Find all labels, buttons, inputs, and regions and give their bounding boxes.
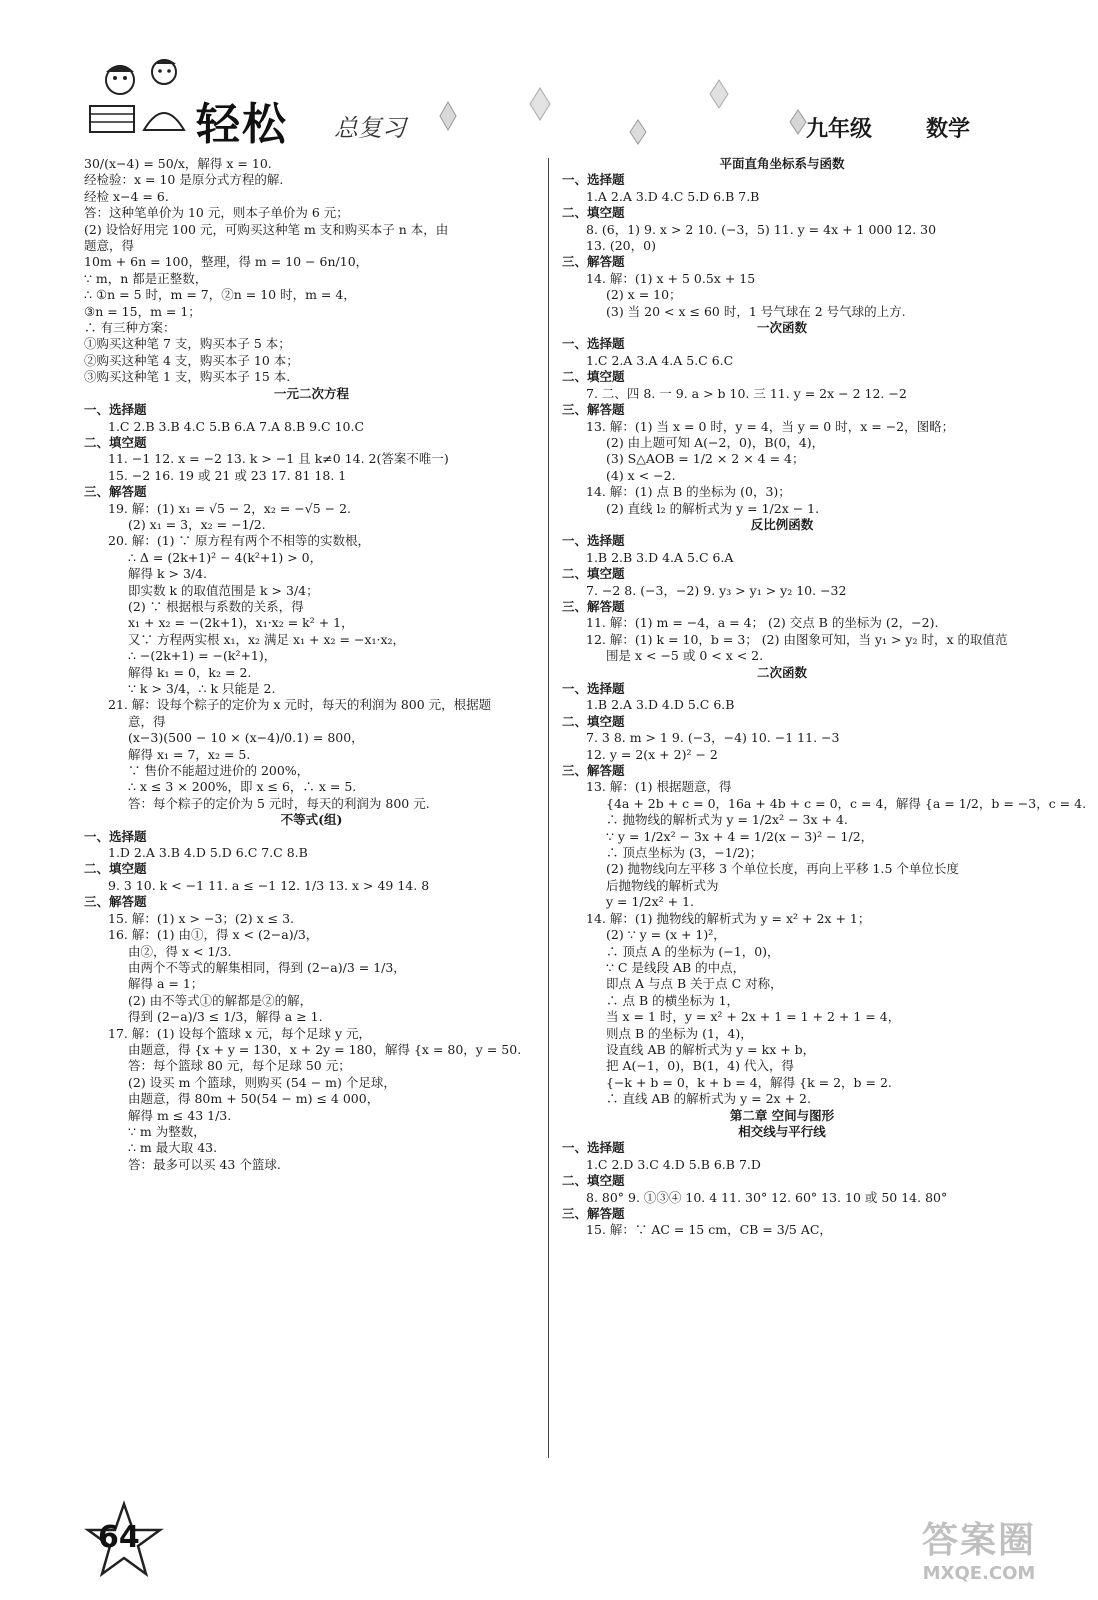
text-line: (2) x₁ = 3，x₂ = −1/2.: [128, 516, 266, 532]
watermark-title: 答案圈: [921, 1520, 1036, 1561]
text-line: x₁ + x₂ = −(2k+1)，x₁·x₂ = k² + 1，: [128, 615, 354, 631]
cartoon-children-icon: [84, 50, 194, 140]
text-line: (2) 由不等式①的解都是②的解，: [128, 992, 313, 1008]
text-line: ∴ ①n = 5 时，m = 7，②n = 10 时，m = 4，: [84, 287, 356, 303]
text-line: (3) 当 20 < x ≤ 60 时，1 号气球在 2 号气球的上方.: [606, 303, 906, 319]
text-line: ∴ 顶点坐标为 (3，−1/2)；: [606, 845, 763, 861]
text-line: ∴ Δ = (2k+1)² − 4(k²+1) > 0，: [128, 549, 323, 565]
text-line: 17. 解：(1) 设每个篮球 x 元，每个足球 y 元，: [108, 1025, 372, 1041]
answer-line: 1.B 2.A 3.D 4.D 5.C 6.B: [586, 697, 735, 713]
text-line: (4) x < −2.: [606, 467, 676, 483]
text-line: 21. 解：设每个粽子的定价为 x 元时，每天的利润为 800 元，根据题: [108, 697, 492, 713]
text-line: 13. 解：(1) 当 x = 0 时，y = 4，当 y = 0 时，x = −2，图略；: [586, 418, 955, 434]
text-line: 把 A(−1，0)，B(1，4) 代入，得: [606, 1058, 794, 1074]
text-line: 则点 B 的坐标为 (1，4)，: [606, 1025, 753, 1041]
text-line: 12. 解：(1) k = 10，b = 3； (2) 由图象可知，当 y₁ > y₂ 时，x 的取值范: [586, 631, 1008, 647]
answer-line: 8. (6，1) 9. x > 2 10. (−3，5) 11. y = 4x + 1 000 12. 30: [586, 221, 937, 237]
text-line: ∴ x ≤ 3 × 200%，即 x ≤ 6，∴ x = 5.: [128, 779, 357, 795]
subject-label: 数学: [926, 117, 971, 142]
text-line: (x−3)(500 − 10 × (x−4)/0.1) = 800，: [128, 730, 364, 746]
answer-line: 1.B 2.B 3.D 4.A 5.C 6.A: [586, 549, 734, 565]
subsection-heading: 一、选择题: [562, 533, 625, 549]
text-line: ∴ 直线 AB 的解析式为 y = 2x + 2.: [606, 1091, 811, 1107]
answer-line: 13. (20，0): [586, 238, 656, 254]
text-line: 得到 (2−a)/3 ≤ 1/3，解得 a ≥ 1.: [128, 1009, 323, 1025]
text-line: y = 1/2x² + 1.: [606, 894, 695, 910]
subsection-heading: 三、解答题: [562, 1206, 625, 1221]
text-line: ∵ 售价不能超过进价的 200%，: [128, 763, 310, 779]
subsection-heading: 二、填空题: [562, 566, 625, 582]
text-line: {4a + 2b + c = 0，16a + 4b + c = 0，c = 4，解得 {a = 1/2，b = −3，c = 4.: [606, 795, 1087, 811]
answer-line: 12. y = 2(x + 2)² − 2: [586, 746, 718, 762]
text-line: 解得 m ≤ 43 1/3.: [128, 1107, 232, 1123]
text-line: ②购买这种笔 4 支，购买本子 10 本；: [84, 352, 299, 368]
brand-logo: 轻松: [196, 99, 288, 150]
watermark: [904, 1512, 1054, 1592]
text-line: 经检验：x = 10 是原分式方程的解.: [84, 172, 284, 188]
subsection-heading: 二、填空题: [562, 713, 625, 729]
answer-line: 1.C 2.A 3.A 4.A 5.C 6.C: [586, 352, 734, 368]
page-header: [0, 0, 1098, 150]
text-line: 解得 k > 3/4.: [128, 566, 208, 582]
text-line: 围是 x < −5 或 0 < x < 2.: [606, 648, 764, 664]
brand-subtitle: 总复习: [334, 114, 406, 142]
answer-line: 1.C 2.D 3.C 4.D 5.B 6.B 7.D: [586, 1156, 761, 1172]
text-line: 13. 解：(1) 根据题意，得: [586, 779, 732, 795]
text-line: 答：每个粽子的定价为 5 元时，每天的利润为 800 元.: [128, 795, 430, 811]
text-line: 由题意，得 {x + y = 130，x + 2y = 180，解得 {x = 80，y = 50.: [128, 1041, 522, 1057]
section-title: 相交线与平行线: [738, 1123, 826, 1139]
answer-line: 11. −1 12. x = −2 13. k > −1 且 k≠0 14. 2(答案不唯一): [108, 451, 449, 467]
text-line: 20. 解：(1) ∵ 原方程有两个不相等的实数根，: [108, 533, 371, 549]
subsection-heading: 三、解答题: [562, 402, 625, 418]
text-line: 解得 x₁ = 7，x₂ = 5.: [128, 746, 251, 762]
text-line: ∴ −(2k+1) = −(k²+1)，: [128, 648, 277, 664]
subsection-heading: 三、解答题: [84, 484, 147, 500]
text-line: 由两个不等式的解集相同，得到 (2−a)/3 = 1/3，: [128, 959, 406, 975]
answer-line: 9. 3 10. k < −1 11. a ≤ −1 12. 1/3 13. x > 49 14. 8: [108, 877, 430, 893]
answer-line: 1.C 2.B 3.B 4.C 5.B 6.A 7.A 8.B 9.C 10.C: [108, 418, 365, 434]
text-line: 14. 解：(1) x + 5 0.5x + 15: [586, 270, 756, 286]
text-line: 由②，得 x < 1/3.: [128, 943, 232, 959]
text-line: 意，得: [128, 713, 166, 729]
subsection-heading: 三、解答题: [562, 254, 625, 270]
text-line: ∵ y = 1/2x² − 3x + 4 = 1/2(x − 3)² − 1/2，: [606, 828, 874, 844]
text-line: ∵ k > 3/4，∴ k 只能是 2.: [128, 681, 276, 696]
text-line: 题意，得: [84, 238, 135, 254]
text-line: ∴ 抛物线的解析式为 y = 1/2x² − 3x + 4.: [606, 812, 848, 828]
text-line: (2) ∵ 根据根与系数的关系，得: [128, 598, 304, 614]
section-title: 一元二次方程: [273, 385, 349, 401]
subsection-heading: 一、选择题: [562, 336, 625, 352]
text-line: 当 x = 1 时，y = x² + 2x + 1 = 1 + 2 + 1 = 4，: [606, 1009, 901, 1025]
grade-label: 九年级: [806, 117, 873, 142]
subsection-heading: 二、填空题: [84, 861, 147, 877]
text-line: ③购买这种笔 1 支，购买本子 15 本.: [84, 369, 291, 385]
text-line: 后抛物线的解析式为: [606, 877, 719, 893]
text-line: 答：最多可以买 43 个篮球.: [128, 1156, 281, 1172]
text-line: 11. 解：(1) m = −4，a = 4； (2) 交点 B 的坐标为 (2，−2).: [586, 615, 939, 631]
text-line: ③n = 15，m = 1；: [84, 303, 201, 319]
right-column: [562, 156, 1087, 1239]
text-line: (3) S△AOB = 1/2 × 2 × 4 = 4；: [606, 451, 805, 467]
answer-line: 7. 二、四 8. 一 9. a > b 10. 三 11. y = 2x − 2 12. −2: [586, 385, 907, 401]
text-line: 即点 A 与点 B 关于点 C 对称，: [606, 976, 783, 992]
answer-line: 1.D 2.A 3.B 4.D 5.D 6.C 7.C 8.B: [108, 845, 308, 861]
page-number: 64: [98, 1520, 140, 1555]
chapter-title: 第二章 空间与图形: [729, 1107, 835, 1123]
watermark-url: MXQE.COM: [922, 1563, 1036, 1584]
section-title: 平面直角坐标系与函数: [719, 156, 845, 171]
text-line: 解得 a = 1；: [128, 976, 204, 992]
subsection-heading: 二、填空题: [562, 205, 625, 221]
subsection-heading: 一、选择题: [84, 828, 147, 844]
text-line: ∵ m，n 都是正整数，: [84, 270, 208, 286]
text-line: 解得 k₁ = 0，k₂ = 2.: [128, 664, 252, 680]
subsection-heading: 三、解答题: [84, 894, 147, 910]
text-line: 10m + 6n = 100，整理，得 m = 10 − 6n/10，: [84, 254, 369, 270]
subsection-heading: 二、填空题: [84, 434, 147, 450]
answer-line: 7. 3 8. m > 1 9. (−3，−4) 10. −1 11. −3: [586, 730, 840, 746]
text-line: (2) x = 10；: [606, 287, 682, 303]
text-line: ∵ C 是线段 AB 的中点，: [606, 959, 746, 975]
text-line: (2) 由上题可知 A(−2，0)，B(0，4)，: [606, 434, 825, 450]
text-line: 15. 解：(1) x > −3；(2) x ≤ 3.: [108, 910, 295, 926]
left-column: [84, 156, 539, 1173]
answer-line: 8. 80° 9. ①③④ 10. 4 11. 30° 12. 60° 13. 10 或 50 14. 80°: [586, 1189, 948, 1205]
text-line: (2) 抛物线向左平移 3 个单位长度，再向上平移 1.5 个单位长度: [606, 861, 959, 877]
text-line: (2) ∵ y = (x + 1)²，: [606, 927, 726, 943]
text-line: ∴ 有三种方案：: [84, 320, 176, 336]
subsection-heading: 一、选择题: [562, 681, 625, 696]
text-line: 经检 x−4 = 6.: [84, 188, 169, 204]
text-line: 答：这种笔单价为 10 元，则本子单价为 6 元；: [84, 205, 349, 221]
text-line: 14. 解：(1) 抛物线的解析式为 y = x² + 2x + 1；: [586, 910, 871, 926]
section-title: 反比例函数: [750, 516, 814, 532]
section-title: 一次函数: [756, 320, 807, 336]
answer-line: 7. −2 8. (−3，−2) 9. y₃ > y₁ > y₂ 10. −32: [586, 582, 847, 598]
text-line: (2) 设恰好用完 100 元，可购买这种笔 m 支和购买本子 n 本，由: [84, 221, 449, 237]
subsection-heading: 三、解答题: [562, 763, 625, 779]
text-line: 14. 解：(1) 点 B 的坐标为 (0，3)；: [586, 484, 791, 500]
text-line: 又∵ 方程两实根 x₁，x₂ 满足 x₁ + x₂ = −x₁·x₂，: [128, 631, 406, 647]
subsection-heading: 二、填空题: [562, 369, 625, 385]
text-line: ∴ 顶点 A 的坐标为 (−1，0)，: [606, 943, 780, 959]
text-line: 19. 解：(1) x₁ = √5 − 2，x₂ = −√5 − 2.: [108, 500, 352, 516]
text-line: 答：每个篮球 80 元，每个足球 50 元；: [128, 1058, 351, 1074]
text-line: 15. 解：∵ AC = 15 cm，CB = 3/5 AC，: [586, 1222, 832, 1238]
section-title: 二次函数: [756, 664, 807, 680]
text-line: ①购买这种笔 7 支，购买本子 5 本；: [84, 336, 291, 352]
text-line: ∴ 点 B 的横坐标为 1，: [606, 992, 740, 1008]
subsection-heading: 三、解答题: [562, 598, 625, 614]
text-line: {−k + b = 0，k + b = 4，解得 {k = 2，b = 2.: [606, 1074, 892, 1090]
text-line: 由题意，得 80m + 50(54 − m) ≤ 4 000，: [128, 1091, 380, 1107]
column-divider: [548, 158, 549, 1458]
subsection-heading: 二、填空题: [562, 1173, 625, 1189]
text-line: 即实数 k 的取值范围是 k > 3/4；: [128, 582, 319, 598]
subsection-heading: 一、选择题: [84, 402, 147, 418]
text-line: 设直线 AB 的解析式为 y = kx + b，: [606, 1041, 816, 1057]
answer-line: 15. −2 16. 19 或 21 或 23 17. 81 18. 1: [108, 467, 347, 483]
subsection-heading: 一、选择题: [562, 1140, 625, 1156]
answer-line: 1.A 2.A 3.D 4.C 5.D 6.B 7.B: [586, 188, 760, 204]
leaf-decoration-icon: [420, 76, 840, 156]
text-line: 30/(x−4) = 50/x，解得 x = 10.: [84, 156, 272, 171]
text-line: (2) 直线 l₂ 的解析式为 y = 1/2x − 1.: [606, 500, 820, 516]
text-line: (2) 设买 m 个篮球，则购买 (54 − m) 个足球，: [128, 1074, 396, 1090]
text-line: ∴ m 最大取 43.: [128, 1140, 218, 1156]
section-title: 不等式(组): [280, 812, 343, 828]
text-line: ∵ m 为整数，: [128, 1123, 206, 1139]
subsection-heading: 一、选择题: [562, 172, 625, 188]
text-line: 16. 解：(1) 由①，得 x < (2−a)/3，: [108, 927, 319, 943]
